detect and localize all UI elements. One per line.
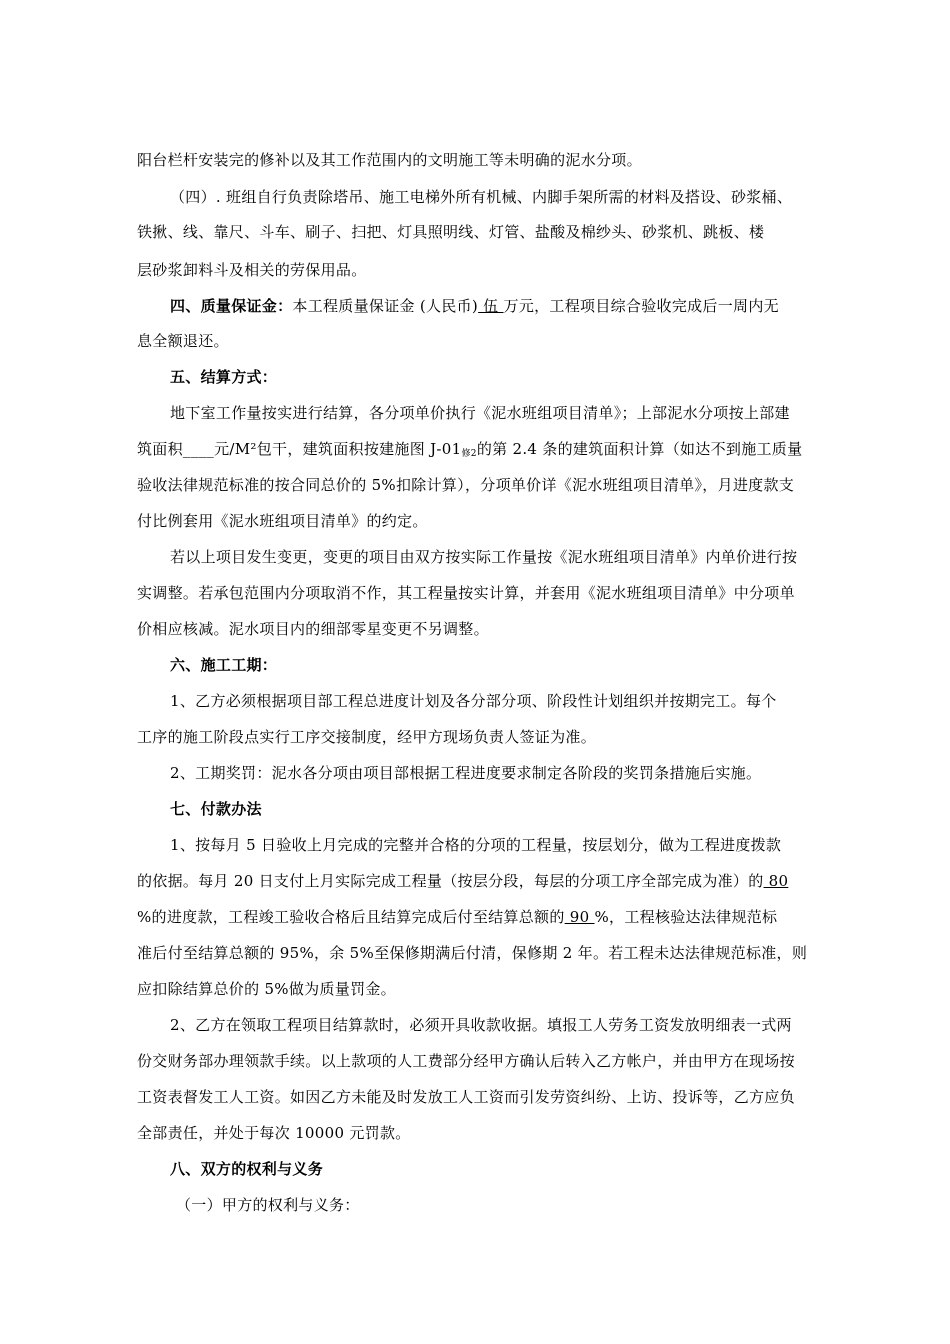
paragraph-line: [170, 296, 779, 316]
paragraph-line: （四）. 班组自行负责除塔吊、施工电梯外所有机械、内脚手架所需的材料及搭设、砂浆桶、: [170, 188, 793, 206]
paragraph-line: 2、工期奖罚：泥水各分项由项目部根据工程进度要求制定各阶段的奖罚条措施后实施。: [170, 764, 762, 782]
settlement-percent: 90: [564, 908, 595, 926]
paragraph-line: 层砂浆卸料斗及相关的劳保用品。: [137, 261, 367, 279]
section-heading-payment: 七、付款办法: [170, 800, 262, 818]
text-span: 本工程质量保证金 (人民币): [292, 297, 479, 315]
paragraph-line: 全部责任，并处于每次 10000 元罚款。: [137, 1124, 411, 1142]
section-heading-construction-period: 六、施工工期：: [170, 656, 278, 674]
paragraph-line: [137, 907, 777, 927]
text-span: 元/M²包干，建筑面积按建施图 J-01: [214, 440, 462, 458]
paragraph-line: 息全额退还。: [137, 332, 229, 350]
paragraph-line: [137, 871, 788, 891]
paragraph-line: 1、乙方必须根据项目部工程总进度计划及各分部分项、阶段性计划组织并按期完工。每个: [170, 692, 777, 710]
text-span: 筑面积: [137, 440, 183, 458]
section-heading-rights-obligations: 八、双方的权利与义务: [170, 1160, 324, 1178]
paragraph-line: 价相应核减。泥水项目内的细部零星变更不另调整。: [137, 620, 489, 638]
text-span: 万元，工程项目综合验收完成后一周内无: [503, 297, 779, 315]
text-span: 的依据。每月 20 日支付上月实际完成工程量（按层分段，每层的分项工序全部完成为准）的: [137, 872, 764, 890]
text-span: 的第 2.4 条的建筑面积计算（如达不到施工质量: [476, 440, 803, 458]
paragraph-line: 验收法律规范标准的按合同总价的 5%扣除计算），分项单价详《泥水班组项目清单》，月进度款支: [137, 476, 795, 494]
paragraph-line: 工序的施工阶段点实行工序交接制度，经甲方现场负责人签证为准。: [137, 728, 597, 746]
subsection-heading: （一）甲方的权利与义务：: [176, 1196, 360, 1214]
blank-field: ____: [182, 440, 215, 458]
paragraph-line: 份交财务部办理领款手续。以上款项的人工费部分经甲方确认后转入乙方帐户，并由甲方在现场按: [137, 1052, 795, 1070]
progress-percent: 80: [763, 872, 789, 890]
paragraph-line: [137, 439, 802, 464]
text-span: %的进度款，工程竣工验收合格后且结算完成后付至结算总额的: [137, 908, 565, 926]
deposit-amount: 伍: [478, 297, 504, 315]
paragraph-line: 铁揪、线、靠尺、斗车、刷子、扫把、灯具照明线、灯管、盐酸及棉纱头、砂浆机、跳板、楼: [137, 223, 765, 241]
subscript: 修2: [461, 449, 477, 459]
paragraph-line: 地下室工作量按实进行结算，各分项单价执行《泥水班组项目清单》；上部泥水分项按上部建: [170, 404, 790, 422]
paragraph-line: 应扣除结算总价的 5%做为质量罚金。: [137, 980, 396, 998]
paragraph-line: 工资表督发工人工资。如因乙方未能及时发放工人工资而引发劳资纠纷、上访、投诉等，乙方应负: [137, 1088, 795, 1106]
section-heading-quality-deposit: 四、质量保证金：: [170, 297, 293, 315]
paragraph-line: 2、乙方在领取工程项目结算款时，必须开具收款收据。填报工人劳务工资发放明细表一式两: [170, 1016, 792, 1034]
paragraph-line: 1、按每月 5 日验收上月完成的完整并合格的分项的工程量，按层划分，做为工程进度拨款: [170, 836, 782, 854]
paragraph-line: 若以上项目发生变更，变更的项目由双方按实际工作量按《泥水班组项目清单》内单价进行按: [170, 548, 798, 566]
text-span: %，工程核验达法律规范标: [594, 908, 778, 926]
paragraph-line: 阳台栏杆安装完的修补以及其工作范围内的文明施工等未明确的泥水分项。: [137, 151, 642, 169]
paragraph-line: 准后付至结算总额的 95%，余 5%至保修期满后付清，保修期 2 年。若工程未达法律规范标准，则: [137, 944, 808, 962]
paragraph-line: 实调整。若承包范围内分项取消不作，其工程量按实计算，并套用《泥水班组项目清单》中分项单: [137, 584, 795, 602]
paragraph-line: 付比例套用《泥水班组项目清单》的约定。: [137, 512, 428, 530]
section-heading-settlement: 五、结算方式：: [170, 368, 278, 386]
